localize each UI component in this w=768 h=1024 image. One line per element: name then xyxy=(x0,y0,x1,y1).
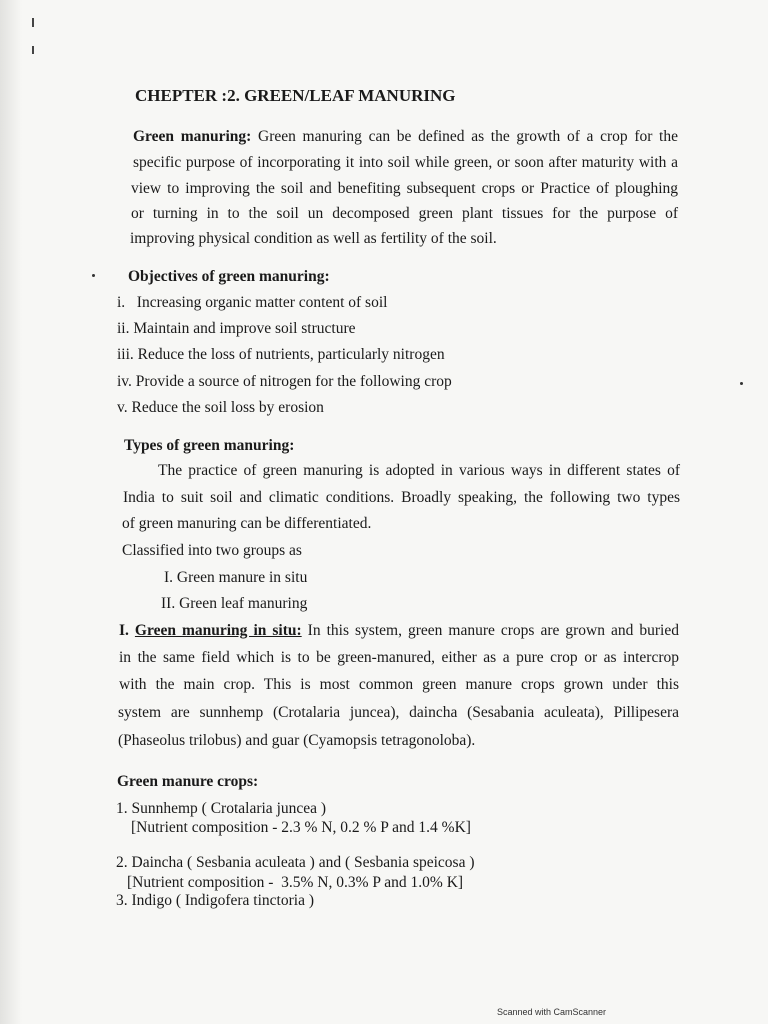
insitu-line: (Phaseolus trilobus) and guar (Cyamopsis tetragonoloba). xyxy=(118,732,476,749)
types-heading: Types of green manuring: xyxy=(124,437,295,454)
insitu-heading: Green manuring in situ: xyxy=(134,622,302,639)
definition-line: Green manuring: Green manuring can be defined as the growth of a crop for the xyxy=(133,128,678,145)
insitu-line: I. Green manuring in situ: In this system, green manure crops are grown and buried xyxy=(119,622,679,639)
definition-line: specific purpose of incorporating it into soil while green, or soon after maturity with a xyxy=(133,154,678,171)
list-item: i. Increasing organic matter content of soil xyxy=(117,294,388,311)
crop-nutrient: [Nutrient composition - 3.5% N, 0.3% P and 1.0% K] xyxy=(127,874,464,891)
insitu-line: with the main crop. This is most common green manure crops grown under this xyxy=(119,676,679,693)
definition-line: view to improving the soil and benefiting subsequent crops or Practice of ploughing xyxy=(131,180,678,197)
scanner-watermark: Scanned with CamScanner xyxy=(497,1007,607,1017)
list-item: iv. Provide a source of nitrogen for the following crop xyxy=(117,373,452,390)
insitu-line: in the same field which is to be green-manured, either as a pure crop or as intercrop xyxy=(119,649,679,666)
crop-name: 3. Indigo ( Indigofera tinctoria ) xyxy=(116,892,314,909)
definition-line: or turning in to the soil un decomposed green plant tissues for the purpose of xyxy=(131,205,678,222)
scan-speck xyxy=(92,274,95,277)
list-item: iii. Reduce the loss of nutrients, particularly nitrogen xyxy=(117,346,445,363)
insitu-line: system are sunnhemp (Crotalaria juncea), daincha (Sesabania aculeata), Pillipesera xyxy=(118,704,679,721)
types-line: India to suit soil and climatic conditions. Broadly speaking, the following two types xyxy=(123,489,680,506)
group-item: I. Green manure in situ xyxy=(164,569,308,586)
list-item: ii. Maintain and improve soil structure xyxy=(117,320,356,337)
definition-heading: Green manuring: xyxy=(133,128,252,145)
objectives-heading: Objectives of green manuring: xyxy=(128,268,330,285)
list-item: v. Reduce the soil loss by erosion xyxy=(117,399,324,416)
types-line: of green manuring can be differentiated. xyxy=(122,515,372,532)
classified-text: Classified into two groups as xyxy=(122,542,302,559)
definition-line: improving physical condition as well as fertility of the soil. xyxy=(130,230,497,247)
scan-speck xyxy=(740,382,743,385)
scan-mark xyxy=(32,46,34,54)
types-line: The practice of green manuring is adopted in various ways in different states of xyxy=(158,462,680,479)
group-item: II. Green leaf manuring xyxy=(161,595,308,612)
page-title: CHEPTER :2. GREEN/LEAF MANURING xyxy=(135,86,456,105)
crop-nutrient: [Nutrient composition - 2.3 % N, 0.2 % P and 1.4 %K] xyxy=(131,819,471,836)
crop-name: 1. Sunnhemp ( Crotalaria juncea ) xyxy=(116,800,327,817)
crop-name: 2. Daincha ( Sesbania aculeata ) and ( Sesbania speicosa ) xyxy=(116,854,475,871)
crops-heading: Green manure crops: xyxy=(117,773,259,790)
scan-mark xyxy=(32,18,34,27)
scan-edge-shadow xyxy=(0,0,22,1024)
